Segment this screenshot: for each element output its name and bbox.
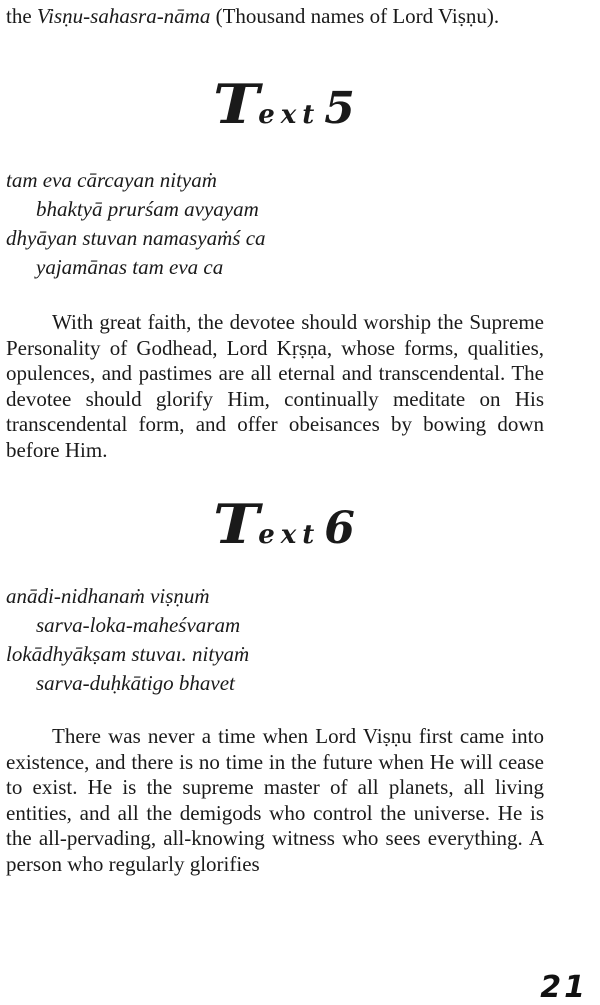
- verse-line: bhaktyā prurśam avyayam: [36, 197, 259, 221]
- page-number: 21: [540, 970, 588, 1005]
- verse-line: sarva-loka-maheśvaram: [36, 613, 241, 637]
- text6-translation: There was never a time when Lord Viṣṇu first came into existence, and there is no time in the future when He will cease to exist. He is the supreme master of all planets, all living entities, and all the demigods who control the universe. He is the all-pervading, all-knowing witness who sees everything. A person who regularly glorifies: [6, 724, 544, 876]
- text5-heading-number: 5: [324, 83, 355, 134]
- text6-heading-rest: ext: [258, 520, 321, 550]
- text6-verse: [6, 582, 249, 698]
- text5-heading-cap: T: [212, 72, 260, 136]
- verse-line: lokādhyākṣam stuvaı. nityaṁ: [6, 642, 250, 666]
- verse-line: tam eva cārcayan nityaṁ: [6, 168, 217, 192]
- text5-heading-rest: ext: [258, 100, 321, 130]
- text5-translation: With great faith, the devotee should worship the Supreme Personality of Godhead, Lord Kṛṣṇa, whose forms, qualities, opulences, and pastimes are all eternal and transcendental. The devotee should glorify Him, continually meditate on His transcendental form, and offer obeisances by bowing down before Him.: [6, 310, 544, 462]
- verse-line: yajamānas tam eva ca: [36, 255, 224, 279]
- intro-title: Visṇu-sahasra-nāma: [36, 4, 211, 28]
- text5-verse: [6, 166, 266, 282]
- verse-line: anādi-nidhanaṁ viṣṇuṁ: [6, 584, 210, 608]
- intro-suffix: (Thousand names of Lord Viṣṇu).: [210, 4, 500, 28]
- intro-prefix: the: [6, 4, 37, 28]
- verse-line: sarva-duḥkātigo bhavet: [36, 671, 235, 695]
- intro-paragraph: [6, 4, 544, 30]
- verse-line: dhyāyan stuvan namasyaṁś ca: [6, 226, 266, 250]
- text6-heading-cap: T: [212, 492, 260, 556]
- text6-heading: [212, 492, 355, 572]
- text5-heading: [212, 72, 355, 152]
- text6-heading-number: 6: [324, 503, 355, 554]
